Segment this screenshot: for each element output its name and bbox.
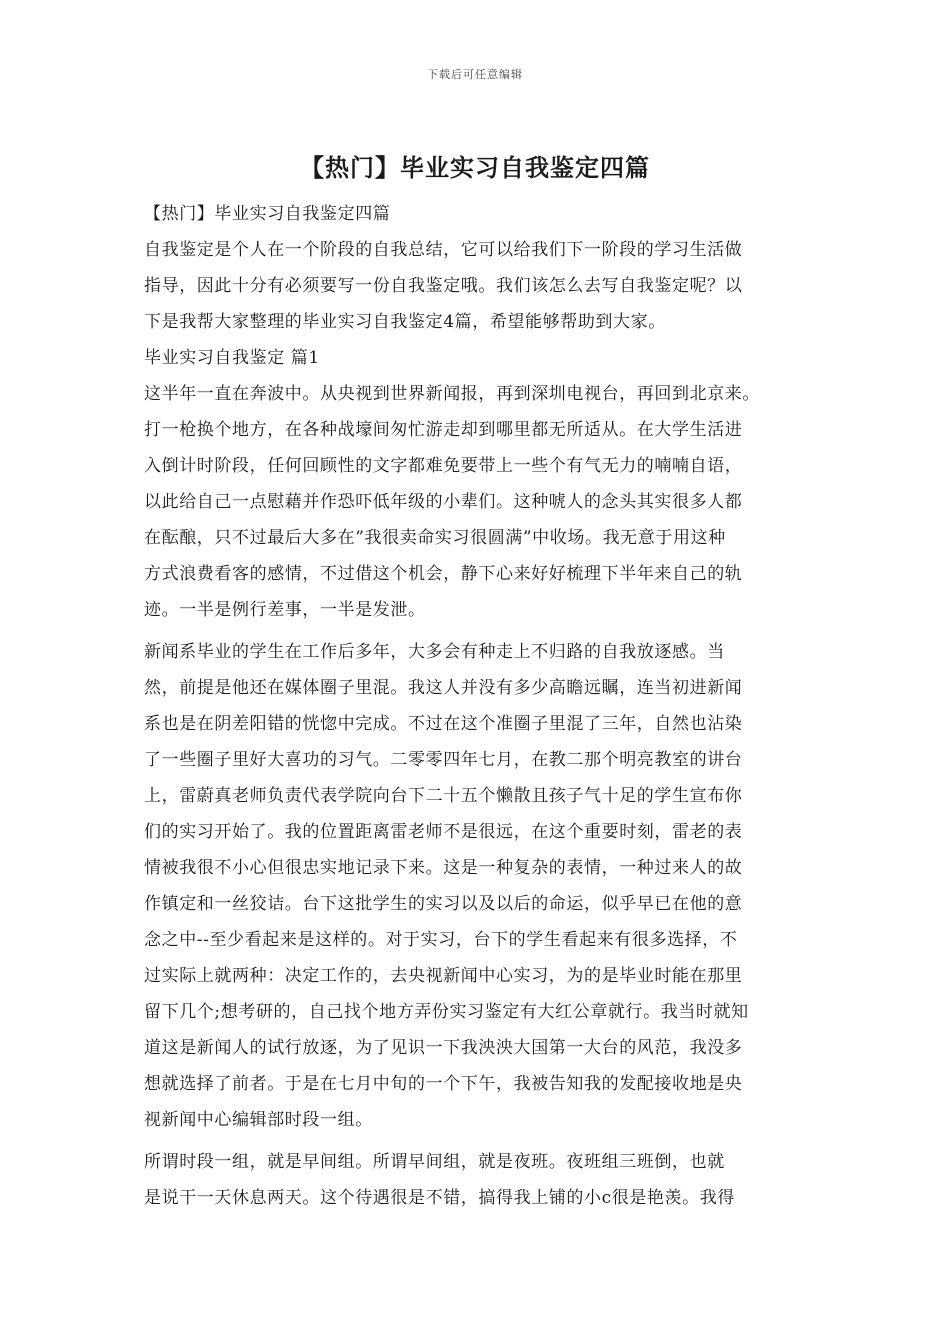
paragraph-line: 新闻系毕业的学生在工作后多年，大多会有种走上不归路的自我放逐感。当 (144, 642, 725, 662)
paragraph-line: 过实际上就两种：决定工作的，去央视新闻中心实习，为的是毕业时能在那里 (144, 966, 743, 986)
paragraph-line: 视新闻中心编辑部时段一组。 (144, 1110, 373, 1130)
paragraph-line: 是说干一天休息两天。这个待遇很是不错，搞得我上铺的小c很是艳羡。我得 (144, 1188, 735, 1208)
paragraph-line: 上，雷蔚真老师负责代表学院向台下二十五个懒散且孩子气十足的学生宣布你 (144, 786, 743, 806)
paragraph-line: 方式浪费看客的感情，不过借这个机会，静下心来好好梳理下半年来自己的轨 (144, 564, 743, 584)
intro-line: 下是我帮大家整理的毕业实习自我鉴定4篇，希望能够帮助到大家。 (144, 312, 666, 332)
paragraph-line: 迹。一半是例行差事，一半是发泄。 (144, 600, 426, 620)
paragraph-line: 所谓时段一组，就是早间组。所谓早间组，就是夜班。夜班组三班倒，也就 (144, 1152, 725, 1172)
paragraph-line: 系也是在阴差阳错的恍惚中完成。不过在这个准圈子里混了三年，自然也沾染 (144, 714, 743, 734)
paragraph-line: 念之中--至少看起来是这样的。对于实习，台下的学生看起来有很多选择，不 (144, 930, 738, 950)
paragraph-line: 了一些圈子里好大喜功的习气。二零零四年七月，在教二那个明亮教室的讲台 (144, 750, 743, 770)
subtitle-line: 【热门】毕业实习自我鉴定四篇 (144, 204, 391, 224)
paragraph-line: 们的实习开始了。我的位置距离雷老师不是很远，在这个重要时刻，雷老的表 (144, 822, 743, 842)
paragraph-line: 情被我很不小心但很忠实地记录下来。这是一种复杂的表情，一种过来人的故 (144, 858, 743, 878)
section-heading: 毕业实习自我鉴定 篇1 (144, 348, 320, 368)
paragraph-line: 这半年一直在奔波中。从央视到世界新闻报，再到深圳电视台，再回到北京来。 (144, 384, 760, 404)
paragraph-line: 以此给自己一点慰藉并作恐吓低年级的小辈们。这种唬人的念头其实很多人都 (144, 492, 743, 512)
paragraph-line: 想就选择了前者。于是在七月中旬的一个下午，我被告知我的发配接收地是央 (144, 1074, 743, 1094)
paragraph-line: 道这是新闻人的试行放逐，为了见识一下我泱泱大国第一大台的风范，我没多 (144, 1038, 743, 1058)
paragraph-line: 留下几个;想考研的，自己找个地方弄份实习鉴定有大红公章就行。我当时就知 (144, 1002, 749, 1022)
document-body (144, 196, 814, 1216)
paragraph-line: 打一枪换个地方，在各种战壕间匆忙游走却到哪里都无所适从。在大学生活进 (144, 420, 743, 440)
intro-line: 指导，因此十分有必须要写一份自我鉴定哦。我们该怎么去写自我鉴定呢？以 (144, 276, 743, 296)
document-title: 【热门】毕业实习自我鉴定四篇 (300, 153, 650, 182)
intro-line: 自我鉴定是个人在一个阶段的自我总结，它可以给我们下一阶段的学习生活做 (144, 240, 743, 260)
paragraph-line: 然，前提是他还在媒体圈子里混。我这人并没有多少高瞻远瞩，连当初进新闻 (144, 678, 743, 698)
paragraph-line: 作镇定和一丝狡诘。台下这批学生的实习以及以后的命运，似乎早已在他的意 (144, 894, 743, 914)
paragraph-line: 入倒计时阶段，任何回顾性的文字都难免要带上一些个有气无力的喃喃自语， (144, 456, 743, 476)
paragraph-line: 在酝酿，只不过最后大多在”我很卖命实习很圆满”中收场。我无意于用这种 (144, 528, 726, 548)
page-header-note: 下载后可任意编辑 (427, 68, 523, 81)
